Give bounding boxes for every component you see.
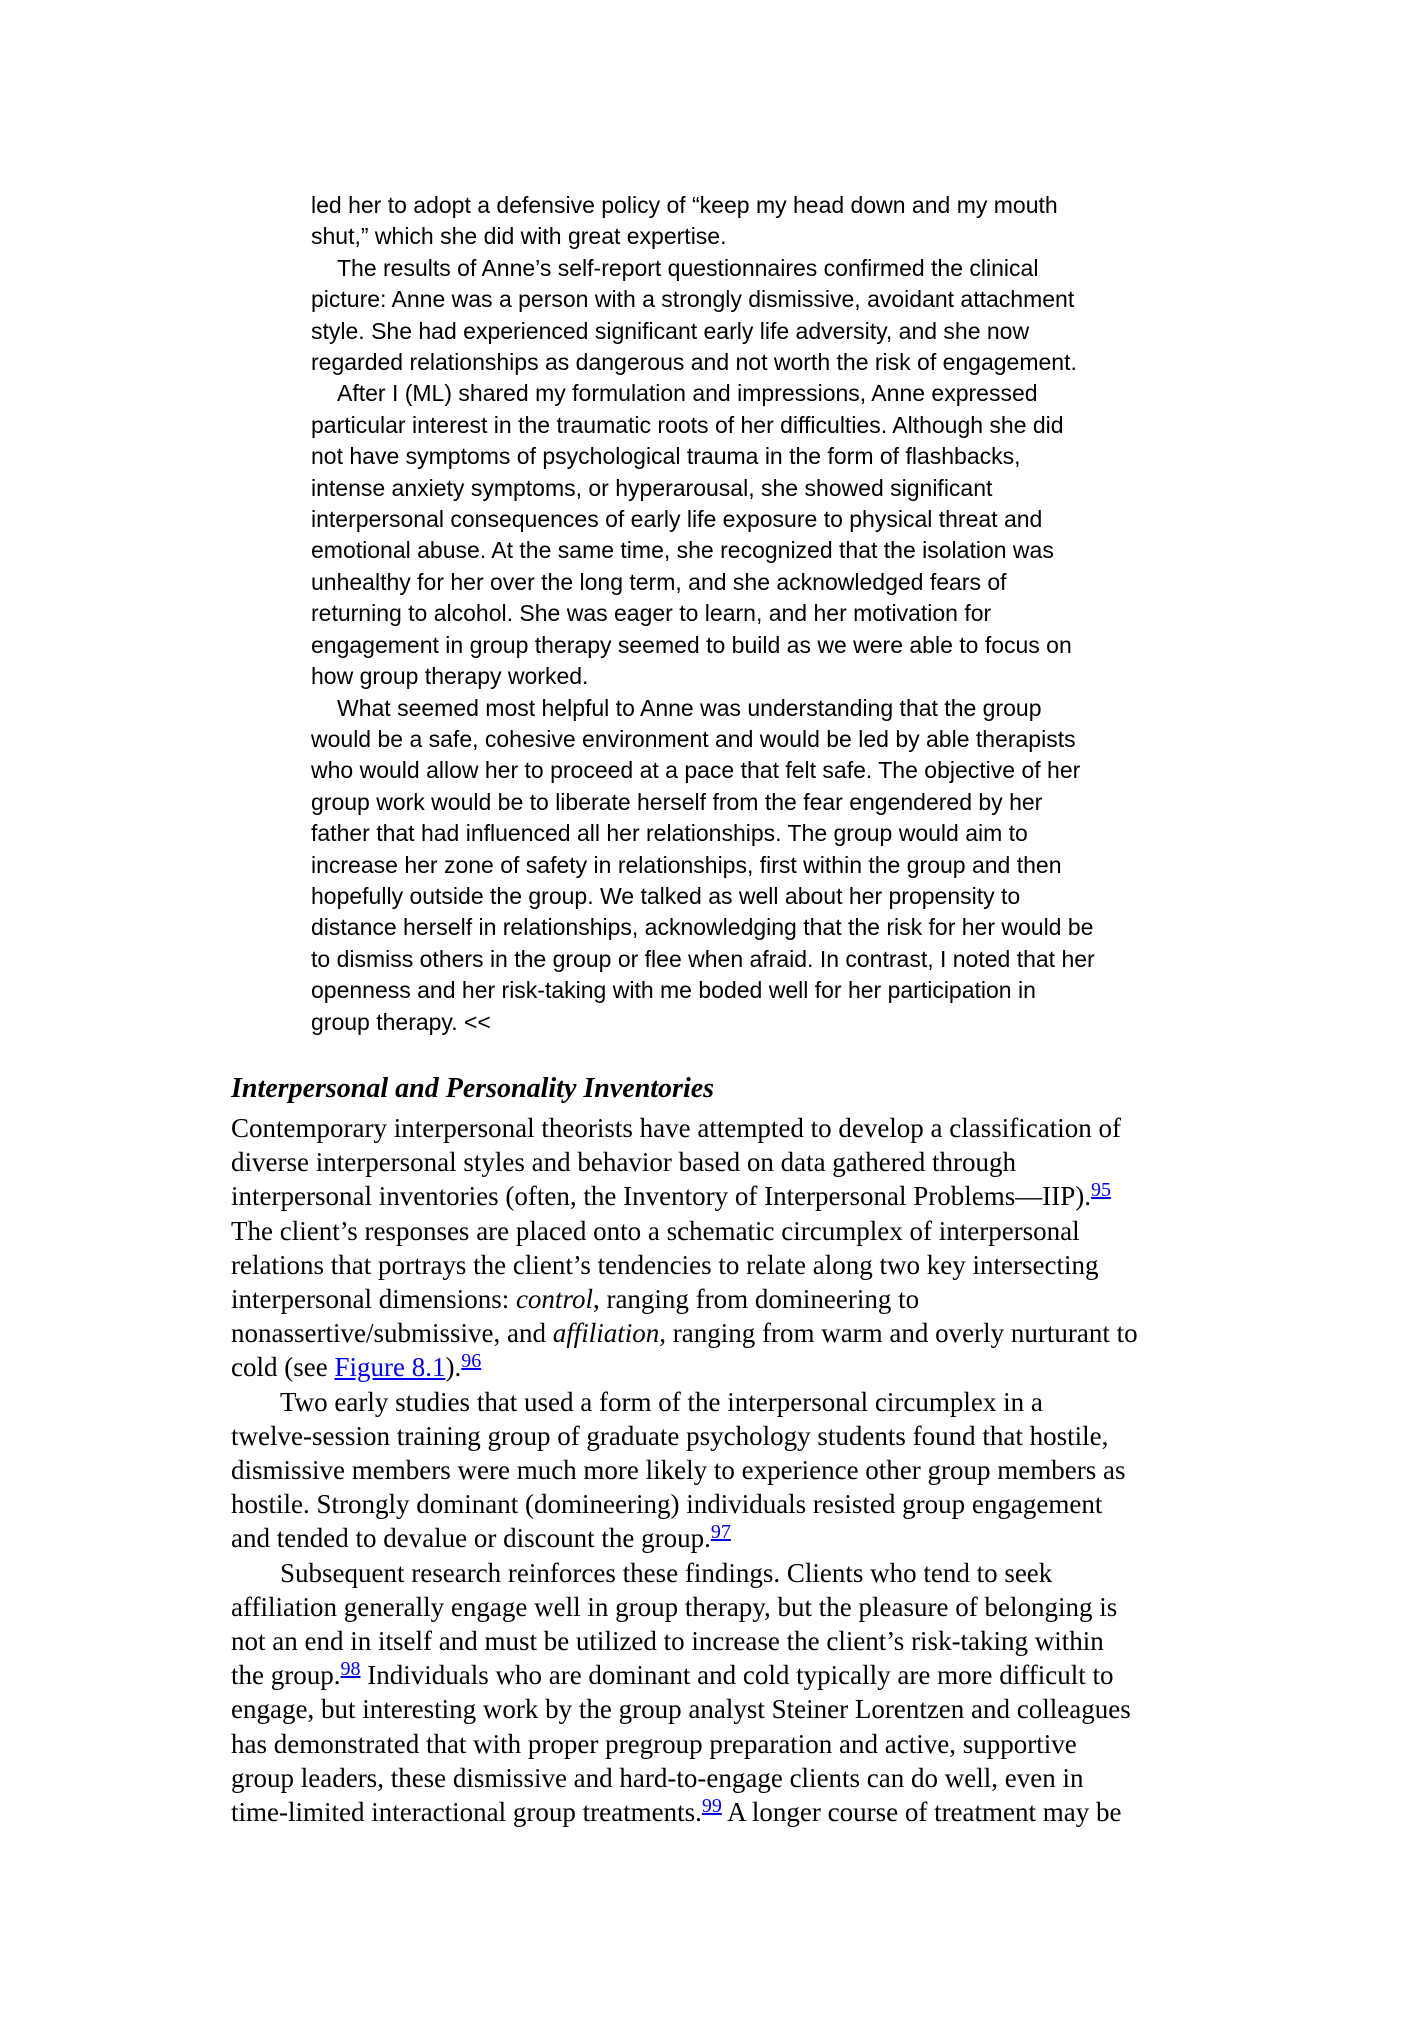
body-line: engage, but interesting work by the group analyst Steiner Lorentzen and colleagues — [231, 1694, 1131, 1725]
body-text: ). — [445, 1352, 462, 1383]
case-line: led her to adopt a defensive policy of “keep my head down and my mouth — [311, 192, 1058, 218]
case-line: engagement in group therapy seemed to build as we were able to focus on — [311, 631, 1072, 658]
body-text: Individuals who are dominant and cold typically are more difficult to — [360, 1660, 1114, 1691]
body-text: interpersonal inventories (often, the Inventory of Interpersonal Problems—IIP). — [231, 1181, 1092, 1212]
body-line: hostile. Strongly dominant (domineering) individuals resisted group engagement — [231, 1489, 1103, 1520]
case-line: style. She had experienced significant early life adversity, and she now — [311, 317, 1030, 344]
case-line: group therapy. << — [311, 1008, 491, 1035]
case-line: picture: Anne was a person with a strongly dismissive, avoidant attachment — [311, 286, 1075, 313]
body-line: Contemporary interpersonal theorists have attempted to develop a classification of — [231, 1113, 1121, 1143]
case-line: who would allow her to proceed at a pace that felt safe. The objective of her — [311, 757, 1081, 784]
case-line: The results of Anne’s self-report questionnaires confirmed the clinical — [337, 254, 1039, 281]
body-text: , ranging from warm and overly nurturant to — [659, 1318, 1138, 1349]
case-line: increase her zone of safety in relationships, first within the group and then — [311, 851, 1062, 878]
term-affiliation: affiliation — [552, 1318, 660, 1349]
body-line: has demonstrated that with proper pregroup preparation and active, supportive — [231, 1728, 1077, 1759]
body-line: Two early studies that used a form of the interpersonal circumplex in a — [280, 1386, 1043, 1417]
case-line: would be a safe, cohesive environment and would be led by able therapists — [311, 725, 1076, 752]
case-line: hopefully outside the group. We talked as well about her propensity to — [311, 882, 1021, 909]
body-text: cold (see — [231, 1352, 335, 1383]
case-line: intense anxiety symptoms, or hyperarousal, she showed significant — [311, 474, 993, 501]
case-line: how group therapy worked. — [311, 663, 589, 690]
body-line: relations that portrays the client’s tendencies to relate along two key intersecting — [231, 1249, 1099, 1280]
body-line: affiliation generally engage well in group therapy, but the pleasure of belonging is — [231, 1591, 1118, 1622]
body-line — [231, 1795, 1231, 1829]
body-text: time-limited interactional group treatments. — [231, 1797, 702, 1828]
body-text: the group. — [231, 1660, 341, 1691]
body-line: Subsequent research reinforces these findings. Clients who tend to seek — [280, 1557, 1053, 1588]
case-line: openness and her risk-taking with me boded well for her participation in — [311, 977, 1036, 1004]
case-line: regarded relationships as dangerous and not worth the risk of engagement. — [311, 349, 1077, 376]
body-line — [231, 1521, 1231, 1555]
case-line: After I (ML) shared my formulation and impressions, Anne expressed — [337, 380, 1038, 407]
case-line: not have symptoms of psychological trauma in the form of flashbacks, — [311, 443, 1021, 470]
footnote-97-link[interactable]: 97 — [710, 1521, 731, 1544]
case-line: shut,” which she did with great expertise. — [311, 223, 727, 250]
case-line: group work would be to liberate herself from the fear engendered by her — [311, 788, 1043, 815]
case-line: What seemed most helpful to Anne was understanding that the group — [337, 694, 1042, 721]
footnote-95-link[interactable]: 95 — [1091, 1179, 1112, 1202]
case-line: interpersonal consequences of early life exposure to physical threat and — [311, 506, 1043, 533]
footnote-96-link[interactable]: 96 — [461, 1350, 482, 1373]
footnote-99-link[interactable]: 99 — [701, 1795, 722, 1818]
body-line: The client’s responses are placed onto a schematic circumplex of interpersonal — [231, 1215, 1080, 1246]
body-line — [231, 1179, 1231, 1213]
figure-8-1-link[interactable]: Figure 8.1 — [334, 1352, 446, 1383]
body-text: A longer course of treatment may be — [721, 1797, 1122, 1828]
body-text: and tended to devalue or discount the group. — [231, 1523, 711, 1554]
body-text: interpersonal dimensions: — [231, 1284, 516, 1315]
body-text: nonassertive/submissive, and — [231, 1318, 553, 1349]
body-line: group leaders, these dismissive and hard-to-engage clients can do well, even in — [231, 1762, 1084, 1793]
section-body — [231, 1111, 1231, 1829]
case-line: father that had influenced all her relationships. The group would aim to — [311, 820, 1028, 847]
case-line: distance herself in relationships, acknowledging that the risk for her would be — [311, 914, 1094, 941]
footnote-98-link[interactable]: 98 — [340, 1658, 361, 1681]
case-line: unhealthy for her over the long term, and she acknowledged fears of — [311, 568, 1007, 595]
case-line: returning to alcohol. She was eager to learn, and her motivation for — [311, 600, 992, 627]
case-line: emotional abuse. At the same time, she recognized that the isolation was — [311, 537, 1054, 564]
body-line: dismissive members were much more likely to experience other group members as — [231, 1455, 1126, 1486]
term-control: control — [515, 1284, 593, 1315]
body-line — [231, 1658, 1231, 1692]
body-line — [231, 1316, 1231, 1350]
case-vignette — [311, 190, 1211, 1038]
body-line: not an end in itself and must be utilized to increase the client’s risk-taking within — [231, 1626, 1104, 1657]
case-line: particular interest in the traumatic roots of her difficulties. Although she did — [311, 411, 1064, 438]
case-line: to dismiss others in the group or flee when afraid. In contrast, I noted that her — [311, 945, 1095, 972]
section-interpersonal-inventories — [231, 1071, 1231, 1829]
section-heading: Interpersonal and Personality Inventories — [231, 1073, 715, 1104]
body-line — [231, 1282, 1231, 1316]
body-line: diverse interpersonal styles and behavior based on data gathered through — [231, 1147, 1016, 1178]
body-line: twelve-session training group of graduate psychology students found that hostile, — [231, 1420, 1109, 1451]
body-text: , ranging from domineering to — [592, 1284, 920, 1315]
body-line — [231, 1350, 1231, 1384]
